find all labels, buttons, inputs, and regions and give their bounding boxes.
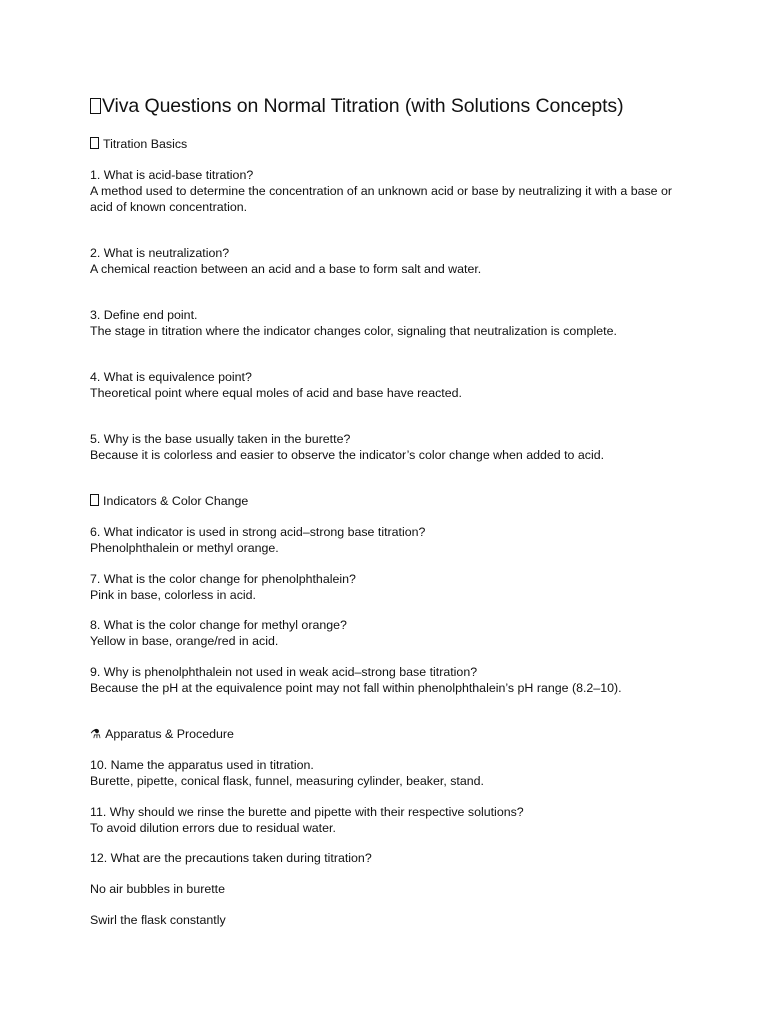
section-heading-text: Titration Basics bbox=[103, 137, 188, 151]
answer: Burette, pipette, conical flask, funnel, measuring cylinder, beaker, stand. bbox=[90, 774, 484, 788]
section-heading bbox=[90, 726, 234, 742]
question: 5. Why is the base usually taken in the burette? bbox=[90, 432, 351, 446]
question: 12. What are the precautions taken during titration? bbox=[90, 851, 372, 865]
question: 2. What is neutralization? bbox=[90, 246, 230, 260]
answer: A chemical reaction between an acid and a base to form salt and water. bbox=[90, 262, 482, 276]
document-title bbox=[90, 95, 623, 118]
precaution-item: Swirl the flask constantly bbox=[90, 913, 226, 927]
flask-icon: ⚗ bbox=[90, 726, 102, 741]
answer: Phenolphthalein or methyl orange. bbox=[90, 541, 279, 555]
answer: Theoretical point where equal moles of acid and base have reacted. bbox=[90, 386, 462, 400]
answer: Because it is colorless and easier to observe the indicator’s color change when added to acid. bbox=[90, 448, 605, 462]
question: 8. What is the color change for methyl orange? bbox=[90, 618, 347, 632]
question: 10. Name the apparatus used in titration. bbox=[90, 758, 314, 772]
answer: Yellow in base, orange/red in acid. bbox=[90, 634, 279, 648]
document-title-text: Viva Questions on Normal Titration (with Solutions Concepts) bbox=[102, 95, 624, 117]
section-heading-text: Apparatus & Procedure bbox=[105, 727, 234, 741]
missing-glyph-icon bbox=[90, 494, 99, 506]
question: 6. What indicator is used in strong acid–strong base titration? bbox=[90, 525, 426, 539]
question: 4. What is equivalence point? bbox=[90, 370, 252, 384]
precaution-item: No air bubbles in burette bbox=[90, 882, 226, 896]
answer: The stage in titration where the indicator changes color, signaling that neutralization is complete. bbox=[90, 324, 617, 338]
answer: Pink in base, colorless in acid. bbox=[90, 588, 256, 602]
question: 11. Why should we rinse the burette and pipette with their respective solutions? bbox=[90, 805, 524, 819]
answer: A method used to determine the concentration of an unknown acid or base by neutralizing it with a base or acid of known concentration. bbox=[90, 184, 673, 214]
question: 9. Why is phenolphthalein not used in weak acid–strong base titration? bbox=[90, 665, 478, 679]
answer: To avoid dilution errors due to residual water. bbox=[90, 821, 336, 835]
missing-glyph-icon bbox=[90, 137, 99, 149]
section-heading-text: Indicators & Color Change bbox=[103, 494, 249, 508]
question: 3. Define end point. bbox=[90, 308, 198, 322]
section-heading bbox=[90, 136, 187, 152]
missing-glyph-icon bbox=[90, 98, 101, 114]
question: 1. What is acid-base titration? bbox=[90, 168, 254, 182]
section-heading bbox=[90, 493, 248, 509]
question: 7. What is the color change for phenolphthalein? bbox=[90, 572, 356, 586]
answer: Because the pH at the equivalence point may not fall within phenolphthalein’s pH range (8.2–10). bbox=[90, 681, 622, 695]
